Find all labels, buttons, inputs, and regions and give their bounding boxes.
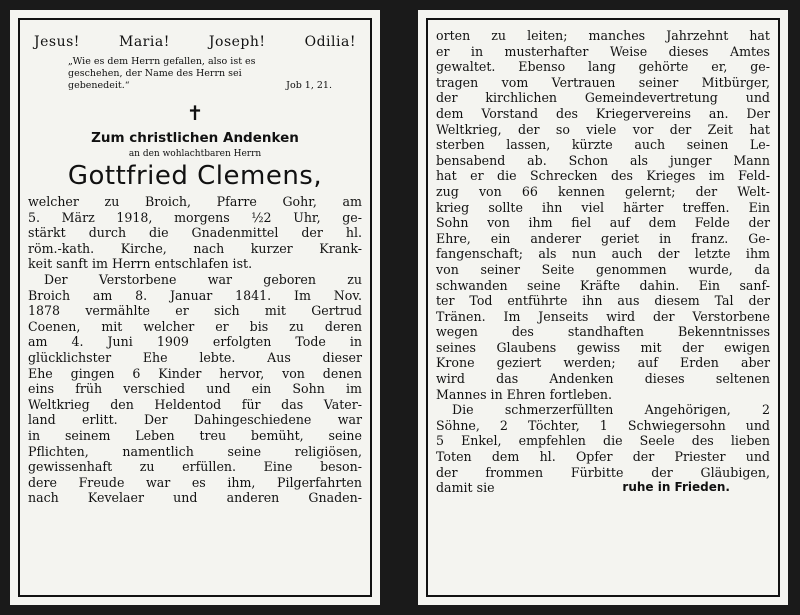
text-line: wegen des standhaften Bekenntnisses: [436, 324, 770, 340]
text-line: bensabend ab. Schon als junger Mann: [436, 152, 770, 168]
right-body-text: [436, 28, 770, 496]
text-line: dere Freude war es ihm, Pilgerfahrten: [28, 474, 362, 490]
text-line: Söhne, 2 Töchter, 1 Schwiegersohn und: [436, 417, 770, 433]
right-card-content: [436, 30, 770, 587]
text-line: Broich am 8. Januar 1841. Im Nov.: [28, 287, 362, 303]
text-line: Toten dem hl. Opfer der Priester und: [436, 449, 770, 465]
text-line: Tränen. Im Jenseits wird der Verstorbene: [436, 308, 770, 324]
text-line: krieg sollte ihn viel härter treffen. Ein: [436, 199, 770, 215]
text-line: welcher zu Broich, Pfarre Gohr, am: [28, 194, 362, 209]
verse-line: gebenedeit.“: [68, 80, 130, 91]
text-line: Sohn von ihm fiel auf dem Felde der: [436, 215, 770, 231]
text-line: orten zu leiten; manches Jahrzehnt hat: [436, 28, 770, 43]
text-line: er in musterhafter Weise dieses Amtes: [436, 43, 770, 59]
left-card: [10, 10, 380, 605]
text-line: hat er die Schrecken des Krieges im Feld-: [436, 168, 770, 184]
left-card-content: [28, 30, 362, 587]
text-line: wird das Andenken dieses seltenen: [436, 371, 770, 387]
text-line: ter Tod entführte ihn aus diesem Tal der: [436, 293, 770, 309]
subtitle: an den wohlachtbaren Herrn: [128, 149, 262, 159]
final-line: [436, 480, 770, 496]
text-line: stärkt durch die Gnadenmittel der hl.: [28, 225, 362, 241]
text-line: 1878 vermählte er sich mit Gertrud: [28, 303, 362, 319]
invocation: [34, 34, 356, 50]
text-line: Die schmerzerfüllten Angehörigen, 2: [452, 402, 770, 418]
closing-blessing: ruhe in Frieden.: [622, 480, 730, 495]
text-line: keit sanft im Herrn entschlafen ist.: [28, 256, 253, 272]
text-line: gewaltet. Ebenso lang gehörte er, ge-: [436, 59, 770, 75]
text-line: schwanden seine Kräfte dahin. Ein sanf-: [436, 277, 770, 293]
invocation-word: Jesus!: [34, 34, 80, 50]
text-line: am 4. Juni 1909 erfolgten Tode in: [28, 334, 362, 350]
text-line: nach Kevelaer und anderen Gnaden-: [28, 490, 362, 506]
text-line: Weltkrieg, der so viele vor der Zeit hat: [436, 121, 770, 137]
text-line: glücklichster Ehe lebte. Aus dieser: [28, 349, 362, 365]
cross-icon: ✝: [186, 101, 204, 125]
final-lead: damit sie: [436, 480, 495, 496]
invocation-word: Joseph!: [208, 34, 266, 50]
text-line: Der Verstorbene war geboren zu: [44, 271, 362, 287]
text-line: tragen vom Vertrauen seiner Mitbürger,: [436, 74, 770, 90]
verse-line: „Wie es dem Herrn gefallen, also ist es: [68, 56, 256, 67]
bible-verse: [68, 56, 352, 92]
invocation-word: Odilia!: [304, 34, 356, 50]
text-line: in seinem Leben treu bemüht, seine: [28, 427, 362, 443]
text-line: der kirchlichen Gemeindevertretung und: [436, 90, 770, 106]
verse-reference: Job 1, 21.: [286, 80, 332, 91]
memorial-title: Zum christlichen Andenken: [91, 130, 299, 146]
text-line: sterben lassen, kürzte auch seinen Le-: [436, 137, 770, 153]
verse-line: geschehen, der Name des Herrn sei: [68, 68, 242, 79]
text-line: eins früh verschied und ein Sohn im: [28, 381, 362, 397]
text-line: der frommen Fürbitte der Gläubigen,: [436, 464, 770, 480]
text-line: Krone geziert werden; auf Erden aber: [436, 355, 770, 371]
text-line: von seiner Seite genommen wurde, da: [436, 261, 770, 277]
text-line: 5 Enkel, empfehlen die Seele des lieben: [436, 433, 770, 449]
text-line: Mannes in Ehren fortleben.: [436, 386, 613, 402]
right-card: [418, 10, 788, 605]
text-line: Coenen, mit welcher er bis zu deren: [28, 318, 362, 334]
deceased-name: Gottfried Clemens,: [67, 161, 323, 191]
text-line: fangenschaft; als nun auch der letzte ihm: [436, 246, 770, 262]
invocation-word: Maria!: [119, 34, 170, 50]
text-line: 5. März 1918, morgens ½2 Uhr, ge-: [28, 209, 362, 225]
text-line: Pflichten, namentlich seine religiösen,: [28, 443, 362, 459]
text-line: land erlitt. Der Dahingeschiedene war: [28, 412, 362, 428]
text-line: röm.-kath. Kirche, nach kurzer Krank-: [28, 240, 362, 256]
text-line: Ehre, ein anderer geriet in franz. Ge-: [436, 230, 770, 246]
text-line: seines Glaubens gewiss mit der ewigen: [436, 339, 770, 355]
text-line: Ehe gingen 6 Kinder hervor, von denen: [28, 365, 362, 381]
left-body-text: [28, 194, 362, 506]
text-line: zug von 66 kennen gelernt; der Welt-: [436, 183, 770, 199]
text-line: Weltkrieg den Heldentod für das Vater-: [28, 396, 362, 412]
text-line: gewissenhaft zu erfüllen. Eine beson-: [28, 459, 362, 475]
text-line: dem Vorstand des Kriegervereins an. Der: [436, 105, 770, 121]
